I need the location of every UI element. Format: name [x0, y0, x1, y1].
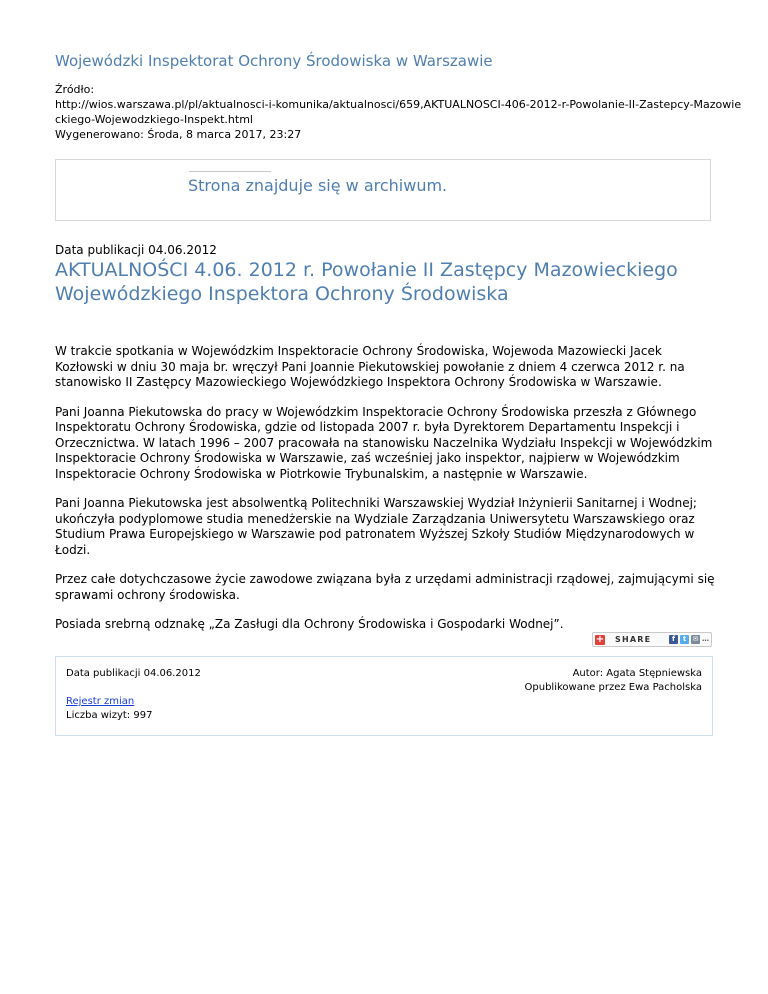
publication-date: Data publikacji 04.06.2012 — [55, 243, 217, 257]
published-by: Opublikowane przez Ewa Pacholska — [524, 682, 702, 693]
share-icons — [669, 635, 708, 644]
meta-publication-date: Data publikacji 04.06.2012 — [66, 668, 201, 679]
visit-count: Liczba wizyt: 997 — [66, 710, 153, 721]
generated-timestamp: Wygenerowano: Środa, 8 marca 2017, 23:27 — [55, 128, 302, 141]
article-body — [55, 344, 717, 647]
facebook-icon[interactable]: f — [669, 635, 678, 644]
article-paragraph: Posiada srebrną odznakę „Za Zasługi dla Ochrony Środowiska i Gospodarki Wodnej”. — [55, 617, 564, 631]
source-info — [55, 82, 742, 142]
meta-right — [525, 667, 702, 695]
site-title: Wojewódzki Inspektorat Ochrony Środowiska w Warszawie — [55, 52, 493, 70]
source-label: Źródło: — [55, 83, 95, 96]
source-url-line-1: http://wios.warszawa.pl/pl/aktualnosci-i-komunika/aktualnosci/659,AKTUALNOSCI-406-2012-r-Powolanie-II-Zastepcy-Mazowie — [55, 98, 742, 111]
share-button[interactable] — [592, 632, 712, 647]
archive-divider — [189, 171, 271, 172]
source-url-line-2: ckiego-Wojewodzkiego-Inspekt.html — [55, 113, 253, 126]
meta-left — [66, 667, 201, 723]
archive-notice-box — [55, 159, 711, 221]
author: Autor: Agata Stępniewska — [572, 668, 702, 679]
twitter-icon[interactable]: t — [680, 635, 689, 644]
article-title: AKTUALNOŚCI 4.06. 2012 r. Powołanie II Zastępcy Mazowieckiego Wojewódzkiego Inspektora Ochrony Środowiska — [55, 259, 678, 305]
email-icon[interactable]: ✉ — [692, 635, 699, 643]
article-paragraph: Pani Joanna Piekutowska do pracy w Wojewódzkim Inspektoracie Ochrony Środowiska przeszła z Głównego Inspektoratu Ochrony Środowiska, gdzie od listopada 2007 r. była Dyrektorem Departamentu Inspekcji i Orzecznictwa. W latach 1996 – 2007 pracowała na stanowisku Naczelnika Wydziału Inspekcji w Wojewódzkim Inspektoracie Ochrony Środowiska w Warszawie, zaś wcześniej jako inspektor, najpierw w Wojewódzkim Inspektoracie Ochrony Środowiska w Piotrkowie Trybunalskim, a następnie w Warszawie. — [55, 404, 713, 481]
article-paragraph: W trakcie spotkania w Wojewódzkim Inspektoracie Ochrony Środowiska, Wojewoda Mazowiecki Jacek Kozłowski w dniu 30 maja br. wręczył Pani Joannie Piekutowskiej powołanie z dniem 4 czerwca 2012 r. na stanowisko II Zastępcy Mazowieckiego Wojewódzkiego Inspektora Ochrony Środowiska w Warszawie. — [55, 344, 685, 389]
archive-notice: Strona znajduje się w archiwum. — [188, 176, 448, 195]
article-meta-box — [55, 656, 713, 736]
plus-icon: + — [595, 633, 605, 645]
more-icon[interactable]: … — [702, 635, 709, 643]
share-label: SHARE — [615, 635, 652, 644]
changelog-link[interactable]: Rejestr zmian — [66, 696, 135, 707]
article-paragraph: Pani Joanna Piekutowska jest absolwentką Politechniki Warszawskiej Wydział Inżynierii Sanitarnej i Wodnej; ukończyła podyplomowe studia menedżerskie na Wydziale Zarządzania Uniwersytetu Warszawskiego oraz Studium Prawa Europejskiego w Warszawie pod patronatem Wyższej Szkoły Studiów Międzynarodowych w Łodzi. — [55, 496, 697, 557]
article-paragraph: Przez całe dotychczasowe życie zawodowe związana była z urzędami administracji rządowej, zajmującymi się sprawami ochrony środowiska. — [55, 572, 715, 602]
